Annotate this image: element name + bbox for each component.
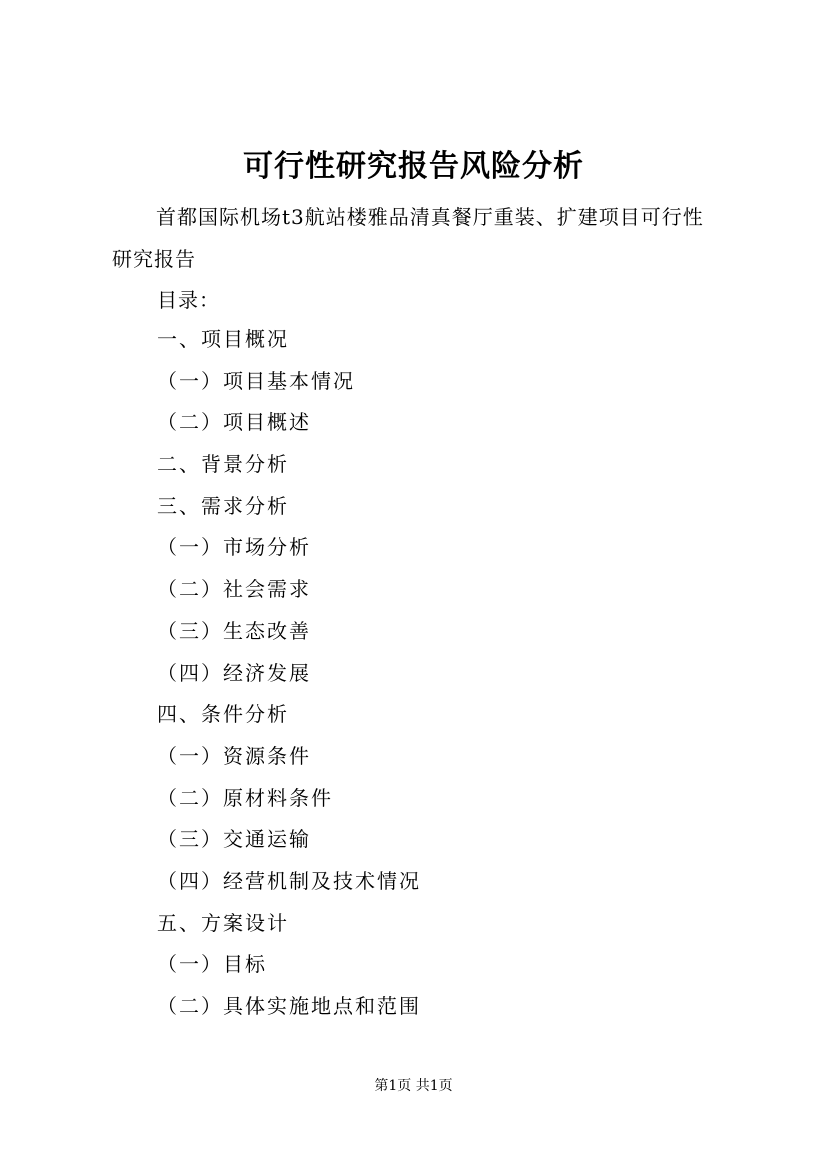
toc-item: （三）交通运输 — [157, 827, 311, 852]
document-intro: 首都国际机场t3航站楼雅品清真餐厅重装、扩建项目可行性研究报告 — [112, 205, 704, 271]
toc-item: 二、背景分析 — [157, 452, 289, 477]
toc-item: （二）原材料条件 — [157, 785, 333, 810]
document-title: 可行性研究报告风险分析 — [243, 149, 584, 184]
toc-item: 三、需求分析 — [157, 493, 289, 518]
toc-item: （一）资源条件 — [157, 743, 311, 768]
toc-item: （四）经济发展 — [157, 660, 311, 685]
toc-item: （一）目标 — [157, 952, 267, 977]
toc-item: 一、项目概况 — [157, 327, 289, 351]
toc-item: （一）市场分析 — [157, 535, 311, 560]
toc-item: （四）经营机制及技术情况 — [157, 868, 421, 893]
toc-item: （一）项目基本情况 — [157, 368, 355, 393]
toc-heading: 目录： — [157, 288, 220, 312]
toc-item: （三）生态改善 — [157, 618, 311, 643]
toc-item: （二）项目概述 — [157, 410, 311, 435]
toc-item: （二）具体实施地点和范围 — [157, 994, 421, 1018]
toc-item: 四、条件分析 — [157, 702, 289, 727]
toc-item: 五、方案设计 — [157, 910, 289, 935]
toc-item: （二）社会需求 — [157, 577, 311, 602]
table-of-contents — [157, 319, 421, 1028]
page-footer: 第1页 共1页 — [374, 1078, 453, 1094]
